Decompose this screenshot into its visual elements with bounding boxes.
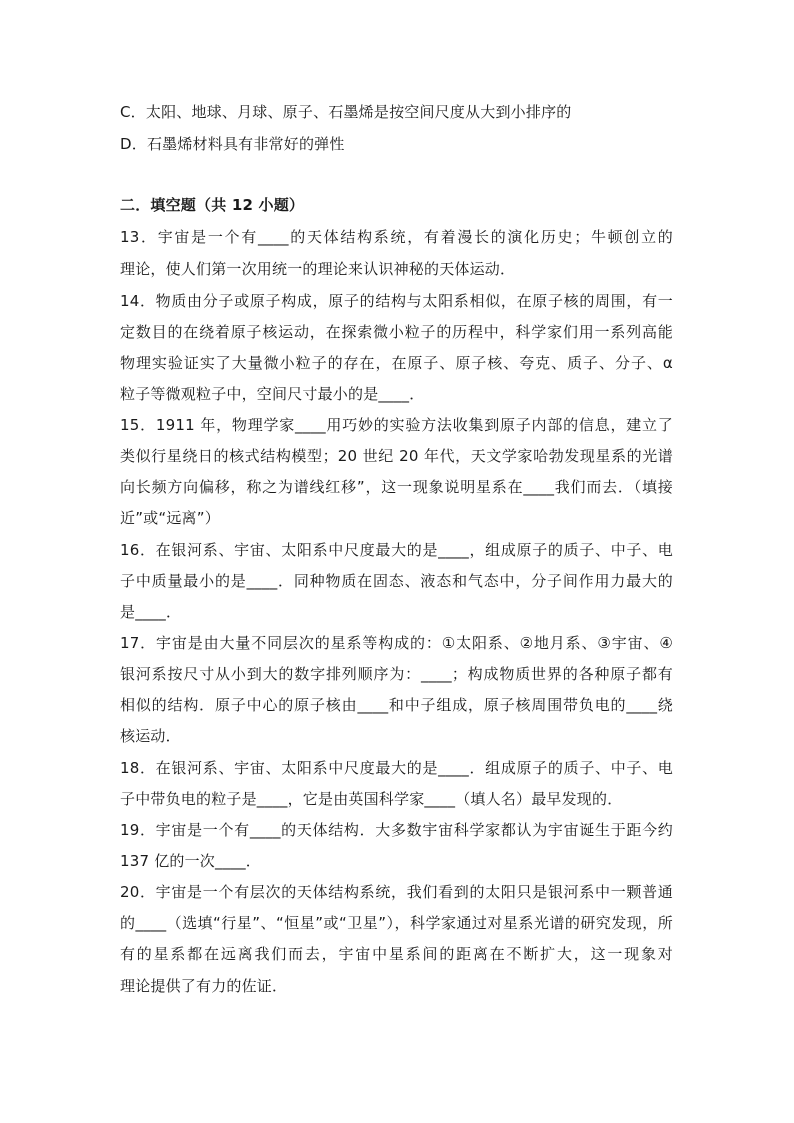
question-16-line-1: 16．在银河系、宇宙、太阳系中尺度最大的是____，组成原子的质子、中子、电: [120, 541, 673, 559]
question-15-line-3: 向长频方向偏移，称之为谱线红移”，这一现象说明星系在____我们而去．（填接: [120, 478, 673, 496]
question-17-line-3: 相似的结构．原子中心的原子核由____和中子组成，原子核周围带负电的____绕: [120, 696, 673, 714]
question-20-line-4: 理论提供了有力的佐证．: [120, 977, 288, 995]
question-20-line-3: 有的星系都在远离我们而去，宇宙中星系间的距离在不断扩大，这一现象对: [120, 945, 673, 963]
option-c: C．太阳、地球、月球、原子、石墨烯是按空间尺度从大到小排序的: [120, 103, 572, 121]
question-14-line-1: 14．物质由分子或原子构成，原子的结构与太阳系相似，在原子核的周围，有一: [120, 292, 673, 310]
question-15-line-4: 近”或“远离”）: [120, 509, 220, 527]
question-16-line-3: 是____．: [120, 603, 182, 621]
question-13-line-1: 13．宇宙是一个有____的天体结构系统，有着漫长的演化历史；牛顿创立的: [120, 228, 673, 246]
question-14-line-3: 物理实验证实了大量微小粒子的存在，在原子、原子核、夸克、质子、分子、α: [120, 354, 673, 372]
question-19-line-2: 137 亿的一次____．: [120, 852, 261, 870]
question-17-line-4: 核运动．: [120, 727, 181, 745]
question-20-line-1: 20．宇宙是一个有层次的天体结构系统，我们看到的太阳只是银河系中一颗普通: [120, 883, 673, 901]
question-20-line-2: 的____（选填“行星”、“恒星”或“卫星”），科学家通过对星系光谱的研究发现，所: [120, 914, 673, 932]
option-d: D．石墨烯材料具有非常好的弹性: [120, 135, 345, 153]
question-16-line-2: 子中质量最小的是____．同种物质在固态、液态和气态中，分子间作用力最大的: [120, 572, 673, 590]
question-15-line-2: 类似行星绕日的核式结构模型；20 世纪 20 年代，天文学家哈勃发现星系的光谱: [120, 447, 673, 465]
section-heading: 二．填空题（共 12 小题）: [120, 196, 305, 214]
question-17-line-2: 银河系按尺寸从小到大的数字排列顺序为：____；构成物质世界的各种原子都有: [120, 665, 673, 683]
question-17-line-1: 17．宇宙是由大量不同层次的星系等构成的：①太阳系、②地月系、③宇宙、④: [120, 634, 673, 652]
question-14-line-2: 定数目的在绕着原子核运动，在探索微小粒子的历程中，科学家们用一系列高能: [120, 323, 673, 341]
question-18-line-2: 子中带负电的粒子是____，它是由英国科学家____（填人名）最早发现的．: [120, 790, 623, 808]
question-15-line-1: 15．1911 年，物理学家____用巧妙的实验方法收集到原子内部的信息，建立了: [120, 416, 673, 434]
question-19-line-1: 19．宇宙是一个有____的天体结构．大多数宇宙科学家都认为宇宙诞生于距今约: [120, 821, 673, 839]
question-14-line-4: 粒子等微观粒子中，空间尺寸最小的是____．: [120, 385, 425, 403]
question-13-line-2: 理论，使人们第一次用统一的理论来认识神秘的天体运动．: [120, 260, 516, 278]
question-18-line-1: 18．在银河系、宇宙、太阳系中尺度最大的是____．组成原子的质子、中子、电: [120, 759, 673, 777]
